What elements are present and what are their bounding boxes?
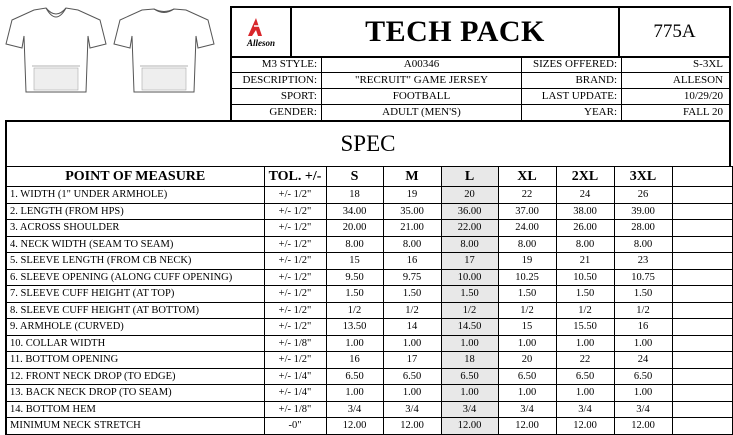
size-value-cell: 24.00 bbox=[498, 220, 556, 237]
size-value-cell: 8.00 bbox=[326, 236, 383, 253]
size-value-cell: 28.00 bbox=[614, 220, 672, 237]
size-value-cell: 3/4 bbox=[556, 401, 614, 418]
table-row bbox=[6, 253, 732, 270]
size-value-cell: 12.00 bbox=[383, 418, 441, 435]
size-value-cell: 17 bbox=[441, 253, 498, 270]
size-value-cell: 16 bbox=[326, 352, 383, 369]
size-value-cell: 15 bbox=[326, 253, 383, 270]
size-value-cell: 20 bbox=[498, 352, 556, 369]
size-value-cell: 1.00 bbox=[326, 385, 383, 402]
tolerance-cell: +/- 1/2" bbox=[264, 236, 326, 253]
info-value: "RECRUIT" GAME JERSEY bbox=[322, 72, 522, 88]
column-header: S bbox=[326, 167, 383, 187]
point-of-measure-cell: 9. ARMHOLE (CURVED) bbox=[6, 319, 264, 336]
size-value-cell: 12.00 bbox=[441, 418, 498, 435]
info-row bbox=[232, 72, 729, 89]
size-value-cell: 35.00 bbox=[383, 203, 441, 220]
info-value: ALLESON bbox=[672, 74, 723, 86]
size-value-cell: 3/4 bbox=[383, 401, 441, 418]
size-value-cell: 6.50 bbox=[383, 368, 441, 385]
size-value-cell: 12.00 bbox=[614, 418, 672, 435]
point-of-measure-cell: 2. LENGTH (FROM HPS) bbox=[6, 203, 264, 220]
column-header: M bbox=[383, 167, 441, 187]
point-of-measure-cell: 11. BOTTOM OPENING bbox=[6, 352, 264, 369]
table-row bbox=[6, 401, 732, 418]
point-of-measure-cell: 14. BOTTOM HEM bbox=[6, 401, 264, 418]
tolerance-cell: -0" bbox=[264, 418, 326, 435]
size-value-cell: 12.00 bbox=[498, 418, 556, 435]
size-value-cell bbox=[672, 368, 732, 385]
info-label: M3 STYLE: bbox=[232, 56, 322, 72]
size-value-cell: 24 bbox=[614, 352, 672, 369]
size-value-cell: 18 bbox=[326, 187, 383, 204]
size-value-cell: 23 bbox=[614, 253, 672, 270]
size-value-cell: 1/2 bbox=[556, 302, 614, 319]
tolerance-cell: +/- 1/8" bbox=[264, 335, 326, 352]
table-row bbox=[6, 286, 732, 303]
size-value-cell: 6.50 bbox=[498, 368, 556, 385]
size-value-cell: 12.00 bbox=[556, 418, 614, 435]
size-value-cell: 22 bbox=[498, 187, 556, 204]
size-value-cell bbox=[672, 352, 732, 369]
size-value-cell: 13.50 bbox=[326, 319, 383, 336]
jersey-front-image bbox=[4, 6, 108, 94]
size-value-cell: 12.00 bbox=[326, 418, 383, 435]
column-header: 2XL bbox=[556, 167, 614, 187]
column-header: TOL. +/- bbox=[264, 167, 326, 187]
point-of-measure-cell: 8. SLEEVE CUFF HEIGHT (AT BOTTOM) bbox=[6, 302, 264, 319]
point-of-measure-cell: MINIMUM NECK STRETCH bbox=[6, 418, 264, 435]
spec-table-body bbox=[6, 187, 732, 435]
info-label: BRAND: bbox=[522, 72, 622, 88]
column-header: 3XL bbox=[614, 167, 672, 187]
size-value-cell: 9.50 bbox=[326, 269, 383, 286]
tolerance-cell: +/- 1/2" bbox=[264, 187, 326, 204]
size-value-cell: 38.00 bbox=[556, 203, 614, 220]
size-value-cell: 19 bbox=[383, 187, 441, 204]
size-value-cell: 39.00 bbox=[614, 203, 672, 220]
size-value-cell: 1.00 bbox=[383, 335, 441, 352]
size-value-cell: 37.00 bbox=[498, 203, 556, 220]
size-value-cell: 26.00 bbox=[556, 220, 614, 237]
spec-table-container bbox=[5, 166, 731, 432]
info-label: SPORT: bbox=[232, 88, 322, 104]
size-value-cell: 6.50 bbox=[614, 368, 672, 385]
spec-title: SPEC bbox=[5, 120, 731, 166]
table-row bbox=[6, 236, 732, 253]
size-value-cell: 1.00 bbox=[383, 385, 441, 402]
point-of-measure-cell: 3. ACROSS SHOULDER bbox=[6, 220, 264, 237]
size-value-cell: 1/2 bbox=[498, 302, 556, 319]
tolerance-cell: +/- 1/2" bbox=[264, 269, 326, 286]
size-value-cell: 10.75 bbox=[614, 269, 672, 286]
jersey-back-image bbox=[112, 6, 216, 94]
spec-header-row bbox=[6, 167, 732, 187]
size-value-cell: 8.00 bbox=[441, 236, 498, 253]
column-header bbox=[672, 167, 732, 187]
size-value-cell: 14.50 bbox=[441, 319, 498, 336]
point-of-measure-cell: 5. SLEEVE LENGTH (FROM CB NECK) bbox=[6, 253, 264, 270]
size-value-cell: 3/4 bbox=[614, 401, 672, 418]
size-value-cell: 21 bbox=[556, 253, 614, 270]
size-value-cell: 1/2 bbox=[383, 302, 441, 319]
size-value-cell: 1.50 bbox=[556, 286, 614, 303]
info-row bbox=[232, 56, 729, 73]
size-value-cell: 1.00 bbox=[326, 335, 383, 352]
tolerance-cell: +/- 1/2" bbox=[264, 253, 326, 270]
brand-logo-text: Alleson bbox=[246, 38, 276, 48]
size-value-cell: 36.00 bbox=[441, 203, 498, 220]
style-code: 775A bbox=[620, 6, 731, 58]
size-value-cell: 1.00 bbox=[498, 335, 556, 352]
size-value-cell: 3/4 bbox=[498, 401, 556, 418]
size-value-cell: 10.25 bbox=[498, 269, 556, 286]
size-value-cell bbox=[672, 236, 732, 253]
table-row bbox=[6, 385, 732, 402]
column-header: XL bbox=[498, 167, 556, 187]
size-value-cell: 9.75 bbox=[383, 269, 441, 286]
info-row bbox=[232, 88, 729, 105]
size-value-cell: 10.00 bbox=[441, 269, 498, 286]
size-value-cell: 1/2 bbox=[326, 302, 383, 319]
size-value-cell: 8.00 bbox=[614, 236, 672, 253]
table-row bbox=[6, 187, 732, 204]
size-value-cell: 10.50 bbox=[556, 269, 614, 286]
size-value-cell bbox=[672, 203, 732, 220]
size-value-cell: 8.00 bbox=[498, 236, 556, 253]
table-row bbox=[6, 220, 732, 237]
size-value-cell: 8.00 bbox=[383, 236, 441, 253]
size-value-cell: 15.50 bbox=[556, 319, 614, 336]
tolerance-cell: +/- 1/4" bbox=[264, 368, 326, 385]
size-value-cell: 6.50 bbox=[441, 368, 498, 385]
size-value-cell bbox=[672, 319, 732, 336]
size-value-cell: 1.00 bbox=[556, 335, 614, 352]
size-value-cell: 3/4 bbox=[326, 401, 383, 418]
size-value-cell bbox=[672, 302, 732, 319]
size-value-cell: 22.00 bbox=[441, 220, 498, 237]
column-header: POINT OF MEASURE bbox=[6, 167, 264, 187]
size-value-cell: 1.50 bbox=[326, 286, 383, 303]
tolerance-cell: +/- 1/2" bbox=[264, 203, 326, 220]
size-value-cell: 1.00 bbox=[556, 385, 614, 402]
page-title: TECH PACK bbox=[292, 6, 620, 58]
tolerance-cell: +/- 1/2" bbox=[264, 286, 326, 303]
size-value-cell: 21.00 bbox=[383, 220, 441, 237]
size-value-cell: 1/2 bbox=[441, 302, 498, 319]
size-value-cell: 1.00 bbox=[614, 335, 672, 352]
info-table bbox=[230, 56, 731, 120]
size-value-cell bbox=[672, 401, 732, 418]
size-value-cell bbox=[672, 385, 732, 402]
size-value-cell: 8.00 bbox=[556, 236, 614, 253]
table-row bbox=[6, 269, 732, 286]
point-of-measure-cell: 6. SLEEVE OPENING (ALONG CUFF OPENING) bbox=[6, 269, 264, 286]
size-value-cell bbox=[672, 286, 732, 303]
size-value-cell: 1.50 bbox=[498, 286, 556, 303]
point-of-measure-cell: 7. SLEEVE CUFF HEIGHT (AT TOP) bbox=[6, 286, 264, 303]
point-of-measure-cell: 4. NECK WIDTH (SEAM TO SEAM) bbox=[6, 236, 264, 253]
size-value-cell: 1.00 bbox=[441, 335, 498, 352]
tolerance-cell: +/- 1/8" bbox=[264, 401, 326, 418]
brand-logo bbox=[230, 6, 292, 58]
size-value-cell bbox=[672, 220, 732, 237]
size-value-cell: 1.50 bbox=[441, 286, 498, 303]
size-value-cell: 1.00 bbox=[498, 385, 556, 402]
size-value-cell: 16 bbox=[383, 253, 441, 270]
column-header: L bbox=[441, 167, 498, 187]
size-value-cell bbox=[672, 335, 732, 352]
size-value-cell: 20.00 bbox=[326, 220, 383, 237]
size-value-cell: 34.00 bbox=[326, 203, 383, 220]
size-value-cell: 24 bbox=[556, 187, 614, 204]
info-label: DESCRIPTION: bbox=[232, 72, 322, 88]
size-value-cell: 6.50 bbox=[326, 368, 383, 385]
table-row bbox=[6, 335, 732, 352]
info-label: YEAR: bbox=[522, 104, 622, 120]
size-value-cell: 1/2 bbox=[614, 302, 672, 319]
tolerance-cell: +/- 1/2" bbox=[264, 220, 326, 237]
table-row bbox=[6, 319, 732, 336]
info-label: SIZES OFFERED: bbox=[522, 56, 622, 72]
size-value-cell: 1.50 bbox=[614, 286, 672, 303]
point-of-measure-cell: 12. FRONT NECK DROP (TO EDGE) bbox=[6, 368, 264, 385]
table-row bbox=[6, 302, 732, 319]
info-value: FALL 20 bbox=[682, 106, 723, 118]
point-of-measure-cell: 13. BACK NECK DROP (TO SEAM) bbox=[6, 385, 264, 402]
size-value-cell: 26 bbox=[614, 187, 672, 204]
size-value-cell: 17 bbox=[383, 352, 441, 369]
info-value: FOOTBALL bbox=[322, 88, 522, 104]
size-value-cell bbox=[672, 253, 732, 270]
spec-table bbox=[5, 166, 733, 435]
tolerance-cell: +/- 1/2" bbox=[264, 319, 326, 336]
jersey-thumbnails bbox=[0, 0, 230, 120]
size-value-cell: 16 bbox=[614, 319, 672, 336]
info-row bbox=[232, 104, 729, 121]
table-row bbox=[6, 203, 732, 220]
info-value: ADULT (MEN'S) bbox=[322, 104, 522, 120]
size-value-cell: 15 bbox=[498, 319, 556, 336]
table-row bbox=[6, 368, 732, 385]
info-label: GENDER: bbox=[232, 104, 322, 120]
info-value: S-3XL bbox=[693, 58, 723, 70]
alleson-logo-icon bbox=[232, 8, 290, 56]
point-of-measure-cell: 1. WIDTH (1" UNDER ARMHOLE) bbox=[6, 187, 264, 204]
tolerance-cell: +/- 1/2" bbox=[264, 352, 326, 369]
size-value-cell bbox=[672, 187, 732, 204]
size-value-cell: 18 bbox=[441, 352, 498, 369]
info-label: LAST UPDATE: bbox=[522, 88, 622, 104]
tolerance-cell: +/- 1/4" bbox=[264, 385, 326, 402]
size-value-cell bbox=[672, 269, 732, 286]
tolerance-cell: +/- 1/2" bbox=[264, 302, 326, 319]
size-value-cell: 1.00 bbox=[441, 385, 498, 402]
table-row bbox=[6, 352, 732, 369]
info-value: A00346 bbox=[322, 56, 522, 72]
size-value-cell: 20 bbox=[441, 187, 498, 204]
info-value: 10/29/20 bbox=[683, 90, 723, 102]
size-value-cell: 22 bbox=[556, 352, 614, 369]
point-of-measure-cell: 10. COLLAR WIDTH bbox=[6, 335, 264, 352]
size-value-cell: 19 bbox=[498, 253, 556, 270]
size-value-cell: 14 bbox=[383, 319, 441, 336]
size-value-cell: 6.50 bbox=[556, 368, 614, 385]
size-value-cell: 3/4 bbox=[441, 401, 498, 418]
size-value-cell: 1.50 bbox=[383, 286, 441, 303]
size-value-cell: 1.00 bbox=[614, 385, 672, 402]
